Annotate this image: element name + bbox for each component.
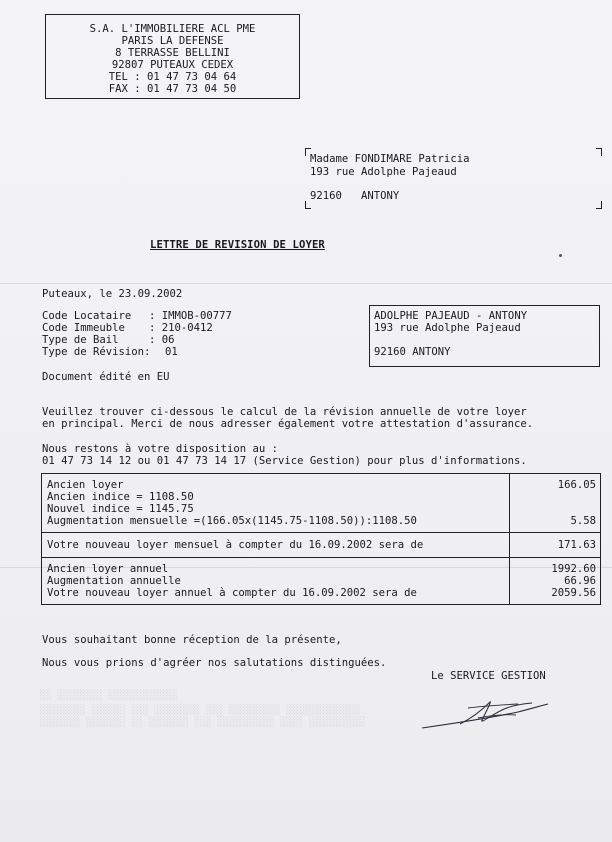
place-date: Puteaux, le 23.09.2002 <box>42 288 183 300</box>
calc-label: Ancien loyer annuel <box>47 563 169 575</box>
window-corner-mark <box>596 148 602 156</box>
ref-label: Type de Révision: <box>42 346 151 358</box>
edited-in-note: Document édité en EU <box>42 371 170 383</box>
sender-line: PARIS LA DEFENSE <box>121 35 224 47</box>
calc-label: Nouvel indice = 1145.75 <box>47 503 194 515</box>
show-through-text: ░░░░░░░░ ░░░░░░ ░░░ ░░░░░░░░ ░░░ ░░░░░░░░░ ░░░░░░░░░░░░░ <box>40 705 361 716</box>
signature-scribble <box>420 694 585 734</box>
closing-line: Nous vous prions d'agréer nos salutations distinguées. <box>42 657 387 669</box>
sender-line: S.A. L'IMMOBILIERE ACL PME <box>89 23 256 35</box>
calc-label: Augmentation mensuelle =(166.05x(1145.75-1108.50)):1108.50 <box>47 515 417 527</box>
column-divider <box>509 474 510 604</box>
ref-value: : 210-0412 <box>149 322 213 334</box>
calc-value: 171.63 <box>557 539 596 551</box>
calc-label: Augmentation annuelle <box>47 575 181 587</box>
sender-address-box <box>45 14 300 99</box>
row-divider <box>42 557 600 558</box>
calc-label: Votre nouveau loyer mensuel à compter du 16.09.2002 sera de <box>47 539 424 551</box>
calc-value: 1992.60 <box>551 563 596 575</box>
rent-calculation-table <box>41 473 601 605</box>
window-corner-mark <box>305 201 311 209</box>
contact-paragraph-line: 01 47 73 14 12 ou 01 47 73 14 17 (Service Gestion) pour plus d'informations. <box>42 455 527 467</box>
calc-value: 5.58 <box>570 515 596 527</box>
ref-label: Code Immeuble <box>42 322 125 334</box>
show-through-text: ░░ ░░░░░░░░ ░░░░░░░░░░░░ <box>40 690 178 701</box>
calc-value: 66.96 <box>564 575 596 587</box>
contact-paragraph-line: Nous restons à votre disposition au : <box>42 443 278 455</box>
property-line: 92160 ANTONY <box>374 346 451 358</box>
recipient-name: Madame FONDIMARE Patricia <box>310 153 470 165</box>
fold-line <box>0 283 612 284</box>
property-line: 193 rue Adolphe Pajeaud <box>374 322 521 334</box>
ref-value: : 06 <box>149 334 175 346</box>
sender-line: 8 TERRASSE BELLINI <box>115 47 230 59</box>
recipient-street: 193 rue Adolphe Pajeaud <box>310 166 457 178</box>
ref-value: 01 <box>165 346 178 358</box>
calc-label: Ancien indice = 1108.50 <box>47 491 194 503</box>
ref-label: Code Locataire <box>42 310 132 322</box>
calc-label: Ancien loyer <box>47 479 124 491</box>
sender-line: 92807 PUTEAUX CEDEX <box>111 59 234 71</box>
signatory: Le SERVICE GESTION <box>431 670 546 682</box>
body-paragraph-line: Veuillez trouver ci-dessous le calcul de la révision annuelle de votre loyer <box>42 406 527 418</box>
ref-value: : IMMOB-00777 <box>149 310 232 322</box>
calc-value: 2059.56 <box>551 587 596 599</box>
property-address-box <box>369 305 600 367</box>
calc-label: Votre nouveau loyer annuel à compter du 16.09.2002 sera de <box>47 587 417 599</box>
property-line: ADOLPHE PAJEAUD - ANTONY <box>374 310 528 322</box>
window-corner-mark <box>596 201 602 209</box>
row-divider <box>42 532 600 533</box>
body-paragraph-line: en principal. Merci de nous adresser également votre attestation d'assurance. <box>42 418 534 430</box>
sender-line: TEL : 01 47 73 04 64 <box>108 71 237 83</box>
closing-line: Vous souhaitant bonne réception de la présente, <box>42 634 342 646</box>
sender-line: FAX : 01 47 73 04 50 <box>108 83 237 95</box>
show-through-text: ░░░░░░░ ░░░░░░░ ░░ ░░░░░░░ ░░░ ░░░░░░░░░░ ░░░░ ░░░░░░░░░░ <box>40 717 367 728</box>
recipient-city: 92160 ANTONY <box>310 190 400 202</box>
ref-label: Type de Bail <box>42 334 119 346</box>
letter-title: LETTRE DE REVISION DE LOYER <box>150 239 325 251</box>
calc-value: 166.05 <box>557 479 596 491</box>
scan-speck <box>559 254 562 257</box>
